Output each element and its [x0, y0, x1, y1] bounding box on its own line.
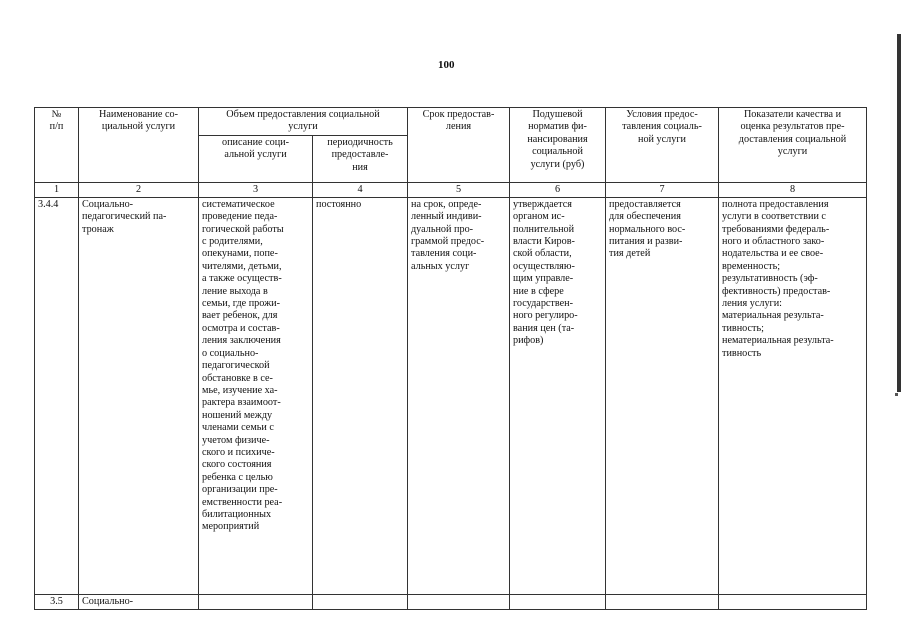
page-number: 100: [438, 59, 455, 71]
row-number: 3.4.4: [35, 197, 79, 594]
margin-rule: [897, 34, 901, 392]
table-row: [35, 594, 867, 609]
margin-mark: [895, 393, 898, 396]
social-services-table: [34, 107, 867, 610]
header-volume: Объем предоставления социальной услуги: [199, 108, 408, 136]
header-description: описание соци- альной услуги: [199, 135, 313, 182]
column-number: 3: [199, 182, 313, 197]
service-name: Социально-: [79, 594, 199, 609]
header-quality-indicators: Показатели качества и оценка результатов пре- доставления социальной услуги: [719, 108, 867, 183]
service-periodicity: постоянно: [313, 197, 408, 594]
service-funding-norm: утверждается органом ис- полнительной власти Киров- ской области, осуществляю- щим управле- ние в сфере государствен- ного регулиро- вания цен (та- рифов): [510, 197, 606, 594]
service-funding-norm: [510, 594, 606, 609]
service-term: на срок, опреде- ленный индиви- дуальной про- граммой предос- тавления соци- альных услуг: [408, 197, 510, 594]
column-number: 4: [313, 182, 408, 197]
service-name: Социально- педагогический па- тронаж: [79, 197, 199, 594]
header-term: Срок предостав- ления: [408, 108, 510, 183]
column-number: 7: [606, 182, 719, 197]
column-number: 1: [35, 182, 79, 197]
row-number: 3.5: [35, 594, 79, 609]
service-quality-indicators: полнота предоставления услуги в соответствии с требованиями федераль- ного и областного зако- нодательства и ее свое- временность; результативность (эф- фективность) предостав- ления услуги: материальная результа- тивность; нематериальная результа- тивность: [719, 197, 867, 594]
table-row: [35, 197, 867, 594]
column-number: 8: [719, 182, 867, 197]
column-number: 2: [79, 182, 199, 197]
column-number-row: [35, 182, 867, 197]
service-periodicity: [313, 594, 408, 609]
header-conditions: Условия предос- тавления социаль- ной услуги: [606, 108, 719, 183]
service-term: [408, 594, 510, 609]
service-description: систематическое проведение педа- гогической работы с родителями, опекунами, попе- чителями, детьми, а также осуществ- ление выхода в семьи, где прожи- вает ребенок, для осмотра и состав- ления заключения о социально- педагогической обстановке в се- мье, изучение ха- рактера взаимоот- ношений между членами семьи с учетом физиче- ского и психиче- ского состояния ребенка с целью организации пре- емственности реа- билитационных мероприятий: [199, 197, 313, 594]
service-quality-indicators: [719, 594, 867, 609]
header-service-name: Наименование со- циальной услуги: [79, 108, 199, 183]
service-description: [199, 594, 313, 609]
header-funding-norm: Подушевой норматив фи- нансирования социальной услуги (руб): [510, 108, 606, 183]
service-conditions: предоставляется для обеспечения нормального вос- питания и разви- тия детей: [606, 197, 719, 594]
column-number: 5: [408, 182, 510, 197]
service-conditions: [606, 594, 719, 609]
column-number: 6: [510, 182, 606, 197]
header-periodicity: периодичность предоставле- ния: [313, 135, 408, 182]
header-number: № п/п: [35, 108, 79, 183]
